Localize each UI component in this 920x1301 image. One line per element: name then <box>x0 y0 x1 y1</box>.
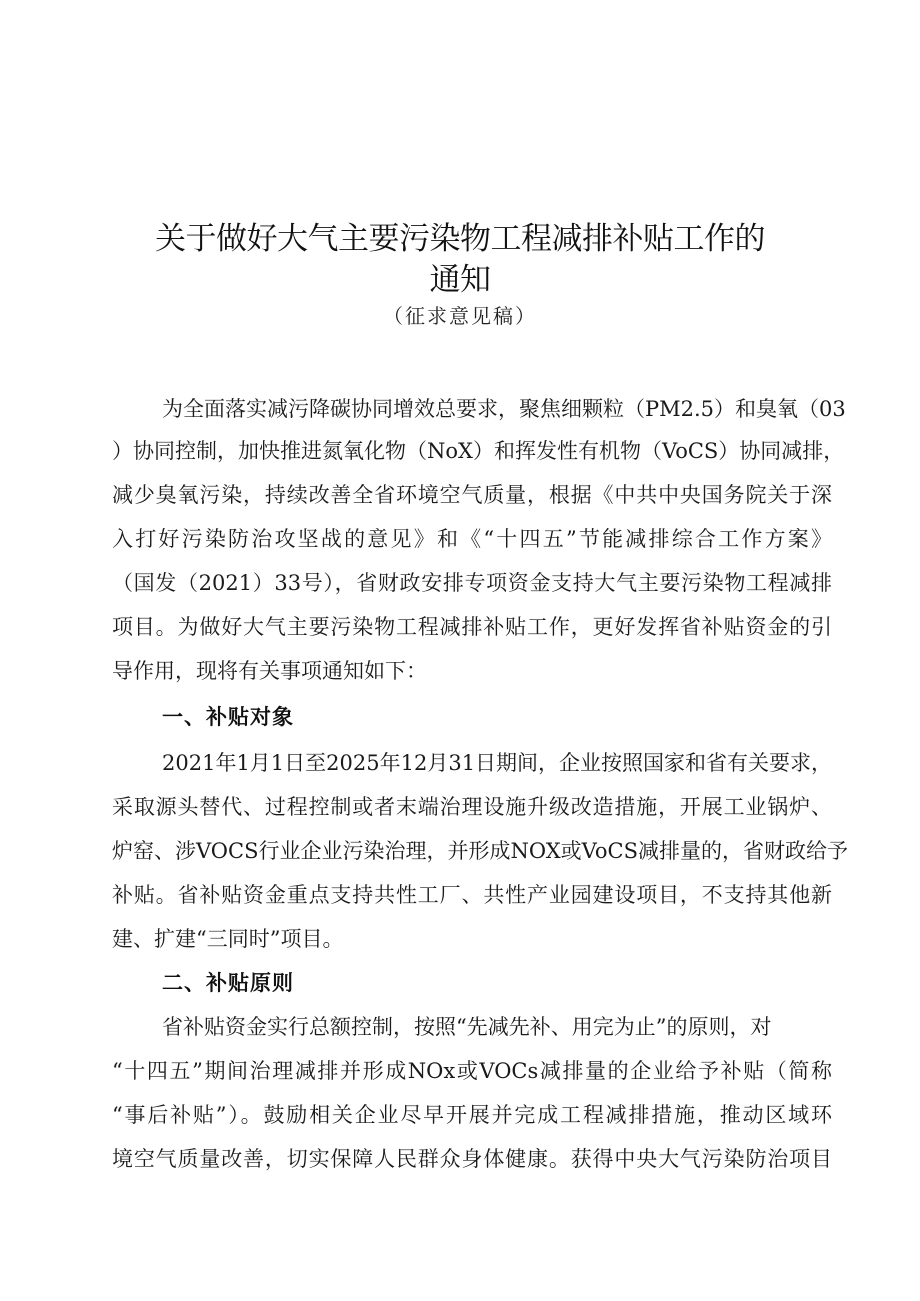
paragraph1-line: 为全面落实减污降碳协同增效总要求，聚焦细颗粒（PM2.5）和臭氧（03 <box>162 397 846 421</box>
section1-line: 补贴。省补贴资金重点支持共性工厂、共性产业园建设项目，不支持其他新 <box>112 883 832 907</box>
section2-line: 省补贴资金实行总额控制，按照“先减先补、用完为止”的原则，对 <box>162 1015 772 1039</box>
paragraph1-line: 减少臭氧污染，持续改善全省环境空气质量，根据《中共中央国务院关于深 <box>112 483 832 507</box>
document-subtitle: （征求意见稿） <box>383 304 537 328</box>
paragraph1-line: 导作用，现将有关事项通知如下： <box>112 659 427 683</box>
paragraph1-line: ）协同控制，加快推进氮氧化物（NoX）和挥发性有机物（VoCS）协同减排， <box>112 439 845 463</box>
section2-line: “十四五”期间治理减排并形成NOx或VOCs减排量的企业给予补贴（简称 <box>112 1059 832 1083</box>
document-title-line1: 关于做好大气主要污染物工程减排补贴工作的 <box>155 221 765 257</box>
section1-line: 采取源头替代、过程控制或者末端治理设施升级改造措施，开展工业锅炉、 <box>112 795 832 819</box>
section1-heading: 一、补贴对象 <box>162 705 294 729</box>
section2-line: 境空气质量改善，切实保障人民群众身体健康。获得中央大气污染防治项目 <box>112 1147 832 1171</box>
paragraph1-line: 项目。为做好大气主要污染物工程减排补贴工作，更好发挥省补贴资金的引 <box>112 615 832 639</box>
section2-heading: 二、补贴原则 <box>162 971 294 995</box>
section1-line: 建、扩建“三同时”项目。 <box>112 927 344 951</box>
section2-line: “事后补贴”）。鼓励相关企业尽早开展并完成工程减排措施，推动区域环 <box>112 1103 832 1127</box>
section1-line: 2021年1月1日至2025年12月31日期间，企业按照国家和省有关要求， <box>162 751 833 775</box>
paragraph1-line: 入打好污染防治攻坚战的意见》和《“十四五”节能减排综合工作方案》 <box>112 527 832 551</box>
section1-line: 炉窑、涉VOCS行业企业污染治理，并形成NOX或VoCS减排量的，省财政给予 <box>112 839 848 863</box>
paragraph1-line: （国发（2021）33号），省财政安排专项资金支持大气主要污染物工程减排 <box>112 571 832 595</box>
document-title-line2: 通知 <box>429 262 491 298</box>
